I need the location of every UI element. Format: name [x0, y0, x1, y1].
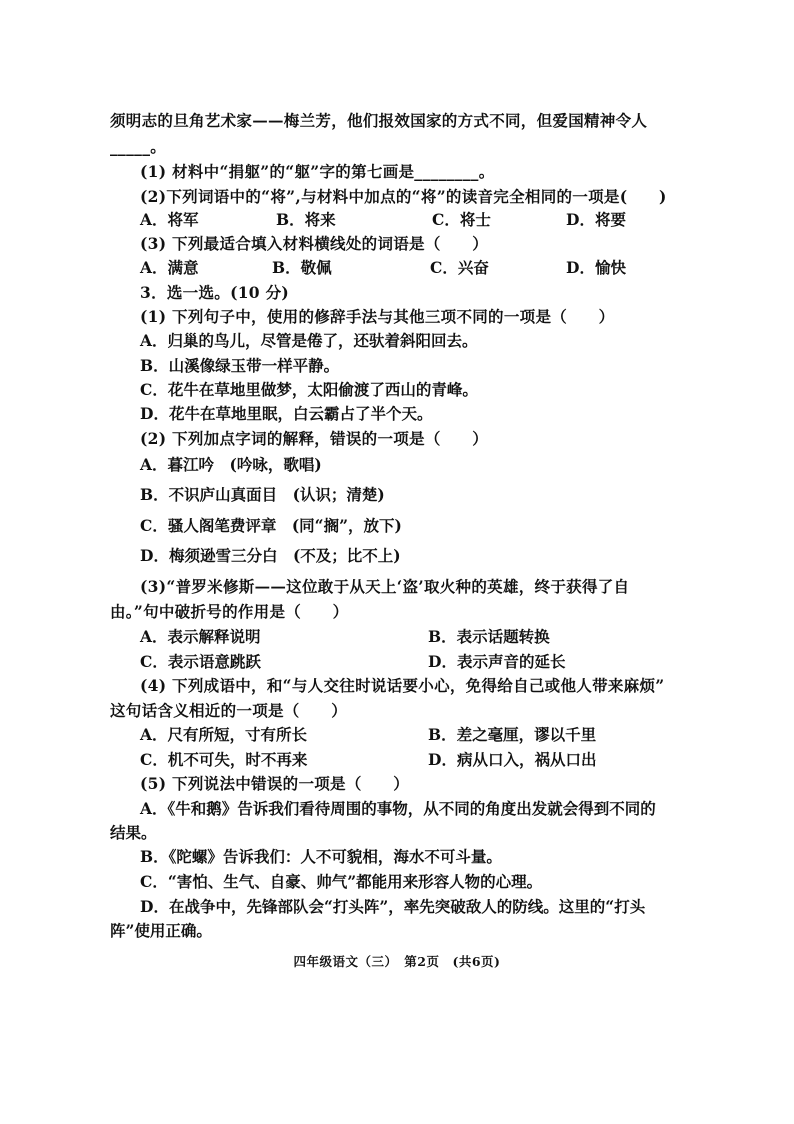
q2-sub2-option-c: C．将士	[432, 210, 491, 229]
q2-sub3-option-a: A．满意	[140, 258, 199, 277]
q3-s1-option-c: C．花牛在草地里做梦，太阳偷渡了西山的青峰。	[140, 380, 478, 399]
q2-sub3-option-d: D．愉快	[566, 258, 626, 277]
q3-s2-option-a: A．暮江吟 (吟咏，歌唱)	[140, 455, 322, 474]
q2-sub3: (3) 下列最适合填入材料横线处的词语是（ ）	[140, 234, 489, 253]
q3-s1-option-d: D．花牛在草地里眠，白云霸占了半个天。	[140, 404, 433, 423]
q3-s5-option-a-line-2: 结果。	[110, 823, 157, 842]
q3-s4-option-d: D．病从口入，祸从口出	[428, 750, 597, 769]
q3-s4-line-2: 这句话含义相近的一项是（ ）	[110, 701, 348, 720]
q2-sub3-option-c: C．兴奋	[430, 258, 489, 277]
q3-s4-option-c: C．机不可失，时不再来	[140, 750, 308, 769]
q3-s3-line-2: 由。”句中破折号的作用是（ ）	[110, 602, 349, 621]
q2-sub2-option-a: A．将军	[140, 210, 199, 229]
q3-s5-option-d-line-2: 阵”使用正确。	[110, 921, 212, 940]
q3-s3-option-d: D．表示声音的延长	[428, 652, 566, 671]
q3-s1-option-b: B．山溪像绿玉带一样平静。	[140, 356, 340, 375]
q3-s3-option-b: B．表示话题转换	[428, 627, 550, 646]
q3-s3-line-1: (3)“普罗米修斯——这位敢于从天上‘盗’取火种的英雄，终于获得了自	[140, 577, 630, 596]
q3-s3-option-a: A．表示解释说明	[140, 627, 261, 646]
q3-s5-option-c: C．“害怕、生气、自豪、帅气”都能用来形容人物的心理。	[140, 872, 543, 891]
q2-sub2-option-d: D．将要	[566, 210, 626, 229]
q2-sub2: (2)下列词语中的“将”,与材料中加点的“将”的读音完全相同的一项是( )	[140, 187, 667, 206]
q2-sub1: (1) 材料中“捐躯”的“躯”字的第七画是________。	[140, 162, 495, 181]
q3-s1: (1) 下列句子中，使用的修辞手法与其他三项不同的一项是（ ）	[140, 307, 615, 326]
q3-s2: (2) 下列加点字词的解释，错误的一项是（ ）	[140, 429, 489, 448]
q2-sub3-option-b: B．敬佩	[272, 258, 332, 277]
q3-s2-option-b: B．不识庐山真面目 (认识；清楚)	[140, 485, 385, 504]
intro-line-1: 须明志的旦角艺术家——梅兰芳，他们报效国家的方式不同，但爱国精神令人	[110, 111, 648, 130]
q3-s2-option-d: D．梅须逊雪三分白 (不及；比不上)	[140, 546, 401, 565]
q3-s4-option-a: A．尺有所短，寸有所长	[140, 725, 308, 744]
q3-s5-option-a-line-1: A．《牛和鹅》告诉我们看待周围的事物，从不同的角度出发就会得到不同的	[140, 799, 656, 818]
q3-s3-option-c: C．表示语意跳跃	[140, 652, 261, 671]
q3-s5-option-b: B．《陀螺》告诉我们：人不可貌相，海水不可斗量。	[140, 847, 502, 866]
q3-s2-option-c: C．骚人阁笔费评章 (同“搁”，放下)	[140, 516, 402, 535]
q2-sub2-option-b: B．将来	[276, 210, 336, 229]
q3-s4-line-1: (4) 下列成语中，和“与人交往时说话要小心，免得给自己或他人带来麻烦”	[140, 676, 665, 695]
q3-s5: (5) 下列说法中错误的一项是（ ）	[140, 774, 410, 793]
q3-s5-option-d-line-1: D．在战争中，先锋部队会“打头阵”，率先突破敌人的防线。这里的“打头	[140, 897, 646, 916]
q3-s1-option-a: A．归巢的鸟儿，尽管是倦了，还驮着斜阳回去。	[140, 331, 478, 350]
q3-heading: 3．选一选。(10 分)	[140, 283, 290, 302]
q3-s4-option-b: B．差之毫厘，谬以千里	[428, 725, 597, 744]
intro-line-2: _____。	[110, 137, 167, 156]
page-footer: 四年级语文（三） 第2页 (共6页)	[293, 954, 501, 969]
